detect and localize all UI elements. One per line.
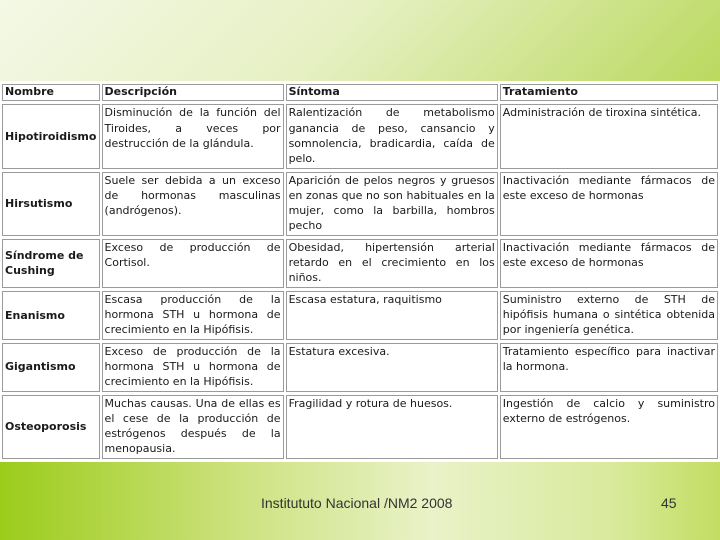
header-sintoma: Síntoma bbox=[286, 84, 498, 101]
row-name: Enanismo bbox=[2, 291, 100, 340]
row-symptom: Fragilidad y rotura de huesos. bbox=[286, 395, 498, 459]
row-treatment: Tratamiento específico para inactivar la hormona. bbox=[500, 343, 718, 392]
page-number: 45 bbox=[661, 495, 677, 511]
row-symptom: Escasa estatura, raquitismo bbox=[286, 291, 498, 340]
row-symptom: Obesidad, hipertensión arterial retardo en el crecimiento en los niños. bbox=[286, 239, 498, 288]
table-header-row bbox=[2, 84, 718, 101]
row-treatment: Inactivación mediante fármacos de este exceso de hormonas bbox=[500, 172, 718, 236]
row-description: Disminución de la función del Tiroides, a veces por destrucción de la glándula. bbox=[102, 104, 284, 168]
row-treatment: Ingestión de calcio y suministro externo de estrógenos. bbox=[500, 395, 718, 459]
header-descripcion: Descripción bbox=[102, 84, 284, 101]
table-row bbox=[2, 172, 718, 236]
row-symptom: Estatura excesiva. bbox=[286, 343, 498, 392]
row-treatment: Administración de tiroxina sintética. bbox=[500, 104, 718, 168]
header-nombre: Nombre bbox=[2, 84, 100, 101]
row-name: Hirsutismo bbox=[2, 172, 100, 236]
row-description: Exceso de producción de la hormona STH u hormona de crecimiento en la Hipófisis. bbox=[102, 343, 284, 392]
table-row bbox=[2, 395, 718, 459]
row-name: Síndrome de Cushing bbox=[2, 239, 100, 288]
row-treatment: Inactivación mediante fármacos de este exceso de hormonas bbox=[500, 239, 718, 288]
table-panel bbox=[0, 81, 720, 462]
table-row bbox=[2, 239, 718, 288]
table-row bbox=[2, 343, 718, 392]
table-row bbox=[2, 104, 718, 168]
header-tratamiento: Tratamiento bbox=[500, 84, 718, 101]
row-treatment: Suministro externo de STH de hipófisis humana o sintética obtenida por ingeniería genética. bbox=[500, 291, 718, 340]
row-description: Suele ser debida a un exceso de hormonas masculinas (andrógenos). bbox=[102, 172, 284, 236]
row-description: Escasa producción de la hormona STH u hormona de crecimiento en la Hipófisis. bbox=[102, 291, 284, 340]
row-name: Osteoporosis bbox=[2, 395, 100, 459]
disease-table bbox=[0, 81, 720, 462]
footer-institution: Institututo Nacional /NM2 2008 bbox=[261, 495, 453, 511]
row-symptom: Aparición de pelos negros y gruesos en zonas que no son habituales en la mujer, como la barbilla, hombros pecho bbox=[286, 172, 498, 236]
row-symptom: Ralentización de metabolismo ganancia de peso, cansancio y somnolencia, bradicardia, caída de pelo. bbox=[286, 104, 498, 168]
row-description: Exceso de producción de Cortisol. bbox=[102, 239, 284, 288]
row-name: Gigantismo bbox=[2, 343, 100, 392]
row-description: Muchas causas. Una de ellas es el cese de la producción de estrógenos después de la menopausia. bbox=[102, 395, 284, 459]
row-name: Hipotiroidismo bbox=[2, 104, 100, 168]
table-row bbox=[2, 291, 718, 340]
